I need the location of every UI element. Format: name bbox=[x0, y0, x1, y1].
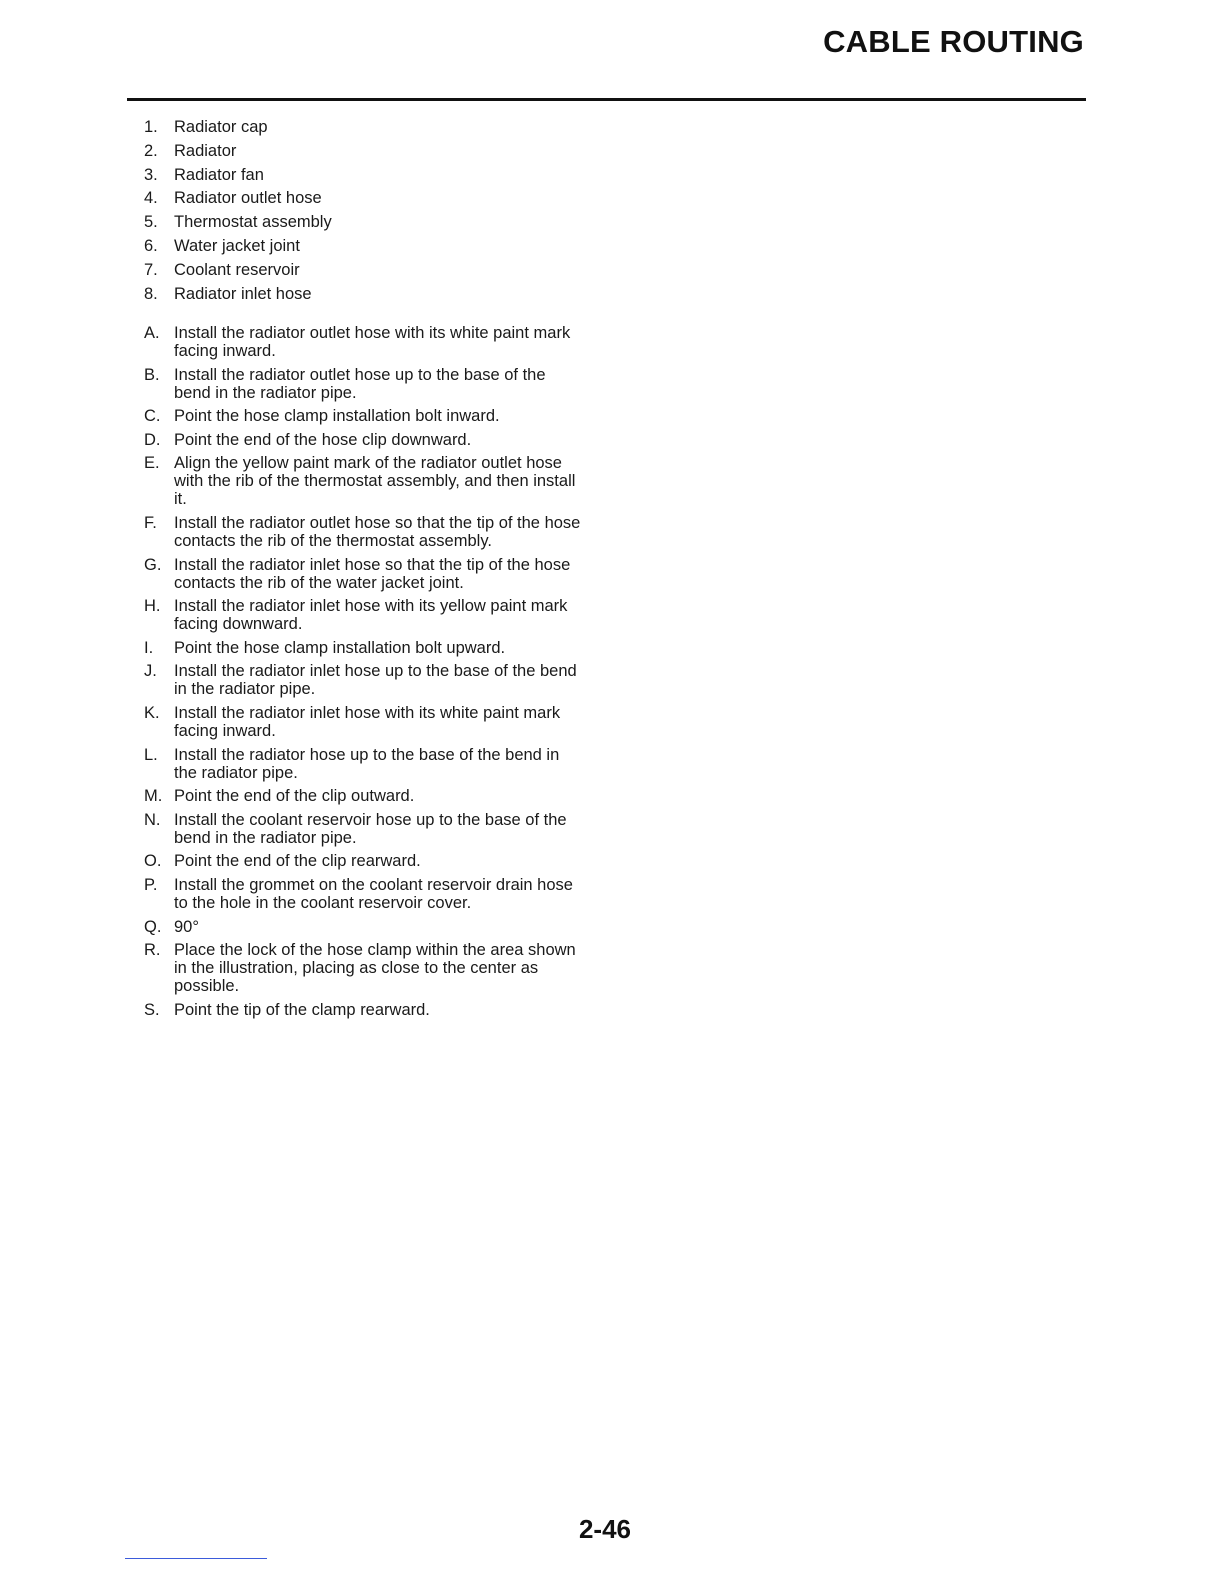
note-item-text: Point the hose clamp installation bolt inward. bbox=[174, 407, 500, 426]
part-item bbox=[144, 285, 584, 303]
note-item-key: M. bbox=[144, 787, 163, 806]
note-item bbox=[144, 876, 584, 912]
note-item bbox=[144, 787, 584, 805]
note-item-text: Install the radiator hose up to the base of the bend in the radiator pipe. bbox=[174, 745, 560, 782]
note-item-text: Point the end of the hose clip downward. bbox=[174, 430, 472, 449]
note-item-key: F. bbox=[144, 513, 157, 532]
note-item-key: H. bbox=[144, 597, 161, 616]
note-item-text: Install the radiator outlet hose up to the base of the bend in the radiator pipe. bbox=[174, 365, 546, 402]
note-item-key: O. bbox=[144, 852, 162, 871]
parts-list bbox=[144, 118, 584, 308]
note-item bbox=[144, 662, 584, 698]
note-item-key: A. bbox=[144, 324, 160, 342]
part-item-text: Water jacket joint bbox=[174, 236, 300, 255]
note-item bbox=[144, 941, 584, 995]
note-item bbox=[144, 918, 584, 936]
page-number: 2-46 bbox=[578, 1514, 632, 1544]
part-item-text: Radiator bbox=[174, 141, 237, 160]
note-item-key: B. bbox=[144, 365, 160, 384]
note-item-text: Point the end of the clip outward. bbox=[174, 787, 415, 806]
note-item-text: Install the radiator inlet hose so that the tip of the hose contacts the rib of the water jacket joint. bbox=[174, 555, 571, 592]
note-item-key: D. bbox=[144, 430, 161, 449]
note-item bbox=[144, 811, 584, 847]
note-item-text: Install the radiator outlet hose so that the tip of the hose contacts the rib of the thermostat assembly. bbox=[174, 513, 581, 550]
note-item-text: Install the radiator inlet hose with its white paint mark facing inward. bbox=[174, 703, 561, 740]
note-item bbox=[144, 746, 584, 782]
note-item bbox=[144, 852, 584, 870]
part-item-key: 7. bbox=[144, 260, 158, 279]
note-item-key: R. bbox=[144, 941, 161, 960]
part-item-key: 1. bbox=[144, 118, 158, 136]
note-item-text: Install the radiator outlet hose with its white paint mark facing inward. bbox=[174, 324, 571, 360]
part-item bbox=[144, 261, 584, 279]
note-item bbox=[144, 704, 584, 740]
note-item bbox=[144, 597, 584, 633]
note-item bbox=[144, 454, 584, 508]
note-item-text: Install the coolant reservoir hose up to the base of the bend in the radiator pipe. bbox=[174, 810, 567, 847]
part-item-text: Radiator outlet hose bbox=[174, 189, 322, 208]
note-item-text: Place the lock of the hose clamp within the area shown in the illustration, placing as close to the center as possible. bbox=[174, 941, 576, 996]
note-item-key: J. bbox=[144, 662, 157, 681]
part-item bbox=[144, 142, 584, 160]
note-item-key: L. bbox=[144, 745, 158, 764]
part-item-text: Radiator inlet hose bbox=[174, 284, 312, 303]
part-item-text: Coolant reservoir bbox=[174, 260, 300, 279]
note-item-text: Point the hose clamp installation bolt upward. bbox=[174, 638, 506, 657]
note-item-key: I. bbox=[144, 638, 154, 657]
note-item-key: C. bbox=[144, 407, 161, 426]
part-item-text: Thermostat assembly bbox=[174, 213, 332, 232]
part-item-key: 6. bbox=[144, 236, 158, 255]
part-item bbox=[144, 166, 584, 184]
note-item-text: Install the radiator inlet hose with its yellow paint mark facing downward. bbox=[174, 597, 568, 634]
note-item-text: Point the tip of the clamp rearward. bbox=[174, 1000, 430, 1019]
page-title: CABLE ROUTING bbox=[823, 24, 1084, 59]
note-item bbox=[144, 1001, 584, 1019]
note-item bbox=[144, 431, 584, 449]
note-item-key: K. bbox=[144, 703, 160, 722]
part-item-text: Radiator cap bbox=[174, 118, 268, 136]
note-item-key: E. bbox=[144, 454, 160, 473]
footer-link-underline bbox=[125, 1558, 267, 1559]
note-item-text: 90° bbox=[174, 917, 199, 936]
note-item-text: Align the yellow paint mark of the radiator outlet hose with the rib of the thermostat assembly, and then install it. bbox=[174, 454, 576, 509]
part-item bbox=[144, 118, 584, 136]
part-item-key: 4. bbox=[144, 189, 158, 208]
note-item bbox=[144, 639, 584, 657]
installation-notes-list bbox=[144, 324, 584, 1024]
header-divider bbox=[127, 98, 1086, 101]
part-item-text: Radiator fan bbox=[174, 165, 264, 184]
note-item-text: Install the grommet on the coolant reservoir drain hose to the hole in the coolant reservoir cover. bbox=[174, 875, 573, 912]
note-item bbox=[144, 324, 584, 360]
note-item-text: Point the end of the clip rearward. bbox=[174, 852, 421, 871]
note-item bbox=[144, 556, 584, 592]
note-item bbox=[144, 514, 584, 550]
note-item-key: P. bbox=[144, 875, 158, 894]
part-item-key: 2. bbox=[144, 141, 158, 160]
note-item-key: G. bbox=[144, 555, 162, 574]
part-item bbox=[144, 189, 584, 207]
part-item-key: 8. bbox=[144, 284, 158, 303]
part-item bbox=[144, 237, 584, 255]
note-item-key: N. bbox=[144, 810, 161, 829]
note-item-key: Q. bbox=[144, 917, 162, 936]
note-item-key: S. bbox=[144, 1000, 160, 1019]
part-item-key: 3. bbox=[144, 165, 158, 184]
part-item bbox=[144, 213, 584, 231]
note-item-text: Install the radiator inlet hose up to the base of the bend in the radiator pipe. bbox=[174, 662, 577, 699]
note-item bbox=[144, 407, 584, 425]
part-item-key: 5. bbox=[144, 213, 158, 232]
note-item bbox=[144, 366, 584, 402]
